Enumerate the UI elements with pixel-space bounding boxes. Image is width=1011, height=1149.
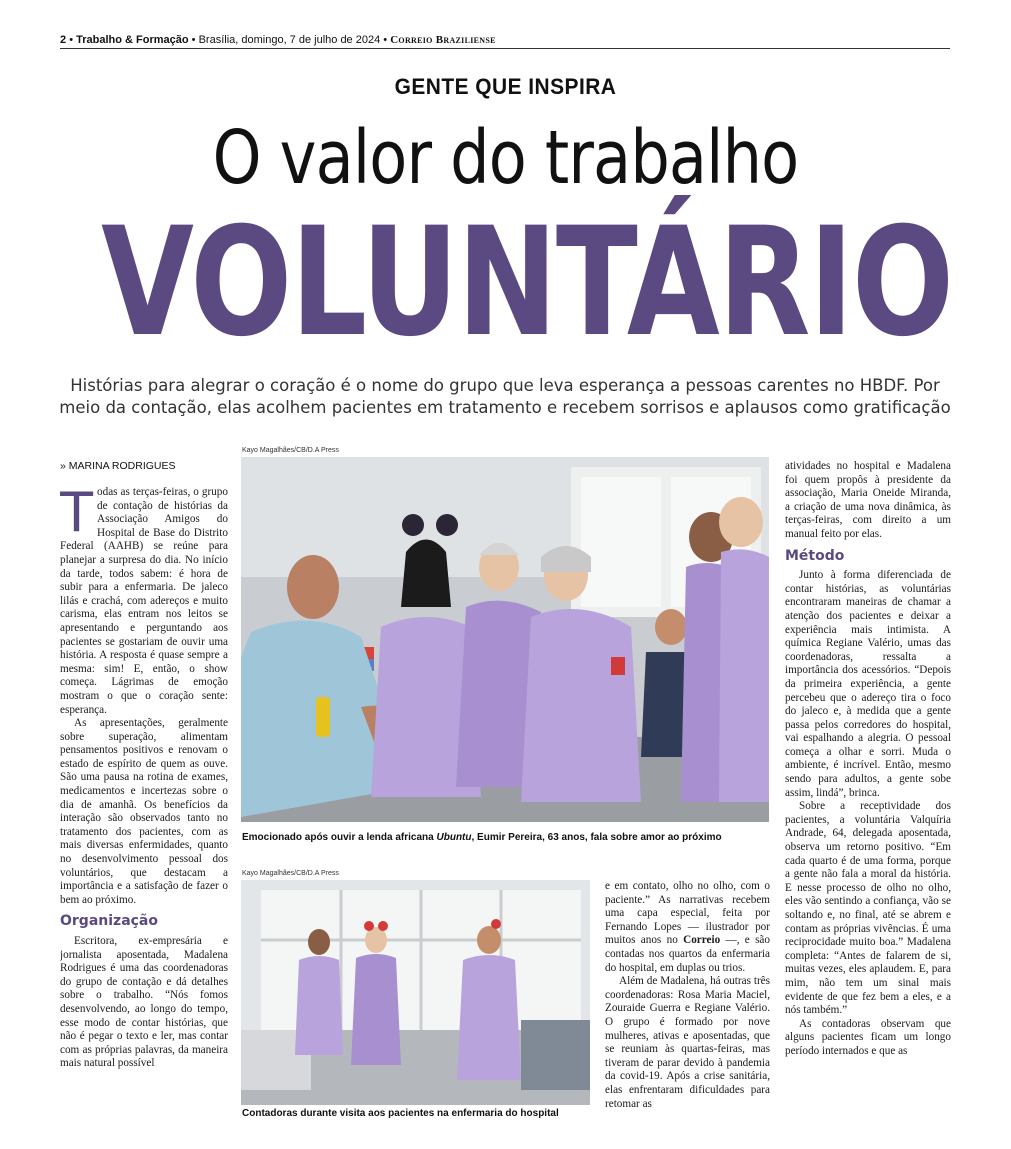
dateline: Brasília, domingo, 7 de julho de 2024	[198, 34, 381, 46]
headline-line-1: O valor do trabalho	[212, 115, 799, 201]
photo-volunteers-with-patient	[241, 457, 769, 822]
kicker: GENTE QUE INSPIRA	[394, 74, 617, 99]
photo-volunteers-ward	[241, 880, 590, 1105]
byline: » MARINA RODRIGUES	[60, 460, 176, 472]
photo-caption: Emocionado após ouvir a lenda africana Ubuntu, Eumir Pereira, 63 anos, fala sobre amor ao próximo	[242, 832, 722, 843]
paragraph: Escritora, ex-empresária e jornalista aposentada, Madalena Rodrigues é uma das coordenadoras do grupo de contação e dá detalhes sobre o trabalho. “Nós fomos desenvolvendo, ao longo do tempo, esse modo de contar histórias, que não é pegar o texto e ler, mas contar com as próprias palavras, da maneira mais natural possível	[60, 935, 228, 1070]
column-3	[605, 880, 770, 1125]
publication-name: Correio Braziliense	[390, 34, 496, 46]
running-head: 2 • Trabalho & Formação • Brasília, domingo, 7 de julho de 2024 • Correio Braziliense	[60, 34, 496, 46]
deck: Histórias para alegrar o coração é o nome do grupo que leva esperança a pessoas carentes no HBDF. Por meio da contação, elas acolhem pacientes em tratamento e recebem sorrisos e aplausos como gratificação	[59, 376, 951, 417]
paragraph: e em contato, olho no olho, com o paciente.” As narrativas recebem uma capa especial, feita por Fernando Lopes — ilustrador por muitos anos no Correio —, e são contadas nos quartos da enfermaria do hospital, em duplas ou trios.	[605, 880, 770, 974]
photo-credit: Kayo Magalhães/CB/D.A Press	[242, 447, 339, 454]
paragraph: As apresentações, geralmente sobre superação, alimentam pensamentos positivos e renovam o estado de espírito de quem as ouve. São uma pausa na rotina de exames, medicamentos e incertezas sobre o dia de amanhã. Os benefícios da interação são observados tanto no tratamento dos pacientes, com as mais diversas enfermidades, quanto no desenvolvimento pessoal dos voluntários, que destacam a importância e a satisfação de fazer o bem ao próximo.	[60, 717, 228, 906]
paragraph: Sobre a receptividade dos pacientes, a voluntária Valquíria Andrade, 64, delegada aposentada, observa um retorno positivo. “Em cada quarto é de uma forma, porque a gente não fala a moral da história. E nesse processo de olho no olho, eles vão sentindo a confiança, vão se soltando e, no final, até se abrem e contam as próprias vivências. É uma reciprocidade muito boa.” Madalena completa: “Antes de falarem de si, muitas vezes, eles aplaudem. E, para mim, não tem um sinal mais evidente de que fez bem a eles, e a nós também.”	[785, 800, 951, 1017]
headline-line-2: VOLUNTÁRIO	[101, 196, 953, 370]
column-4	[785, 460, 951, 1128]
photo-illustration	[241, 457, 769, 822]
photo-credit: Kayo Magalhães/CB/D.A Press	[242, 870, 339, 877]
drop-cap: T	[60, 486, 93, 544]
subhead-organizacao: Organização	[60, 913, 158, 930]
column-1	[60, 486, 228, 1126]
page-number: 2	[60, 34, 67, 46]
paragraph: atividades no hospital e Madalena foi quem propôs à presidente da associação, Maria Oneide Miranda, a criação de uma nova dinâmica, às terças-feiras, com direito a um manual feito por elas.	[785, 460, 951, 540]
photo-illustration	[241, 880, 590, 1105]
header-rule	[60, 48, 950, 49]
paragraph: Além de Madalena, há outras três coordenadoras: Rosa Maria Maciel, Zouraide Guerra e Regiane Valério. O grupo é formado por nove mulheres, ativas e aposentadas, que se reuniam às quartas-feiras, mas tiveram de parar devido à pandemia da covid-19. Após a crise sanitária, elas enfrentaram dificuldades para retomar as	[605, 975, 770, 1110]
section-name: Trabalho & Formação	[76, 34, 189, 46]
paragraph: Todas as terças-feiras, o grupo de contação de histórias da Associação Amigos do Hospital de Base do Distrito Federal (AAHB) se reúne para planejar a surpresa do dia. No início da tarde, todos sabem: é hora de subir para a enfermaria. De jaleco lilás e crachá, com adereços e muito carisma, elas entram nos leitos se apresentando e perguntando aos pacientes se gostariam de ouvir uma história. A resposta é quase sempre a mesma: sim! E, então, o show começa. Lágrimas de emoção mostram o que o coração sente: esperança.	[60, 486, 228, 716]
subhead-metodo: Método	[785, 547, 845, 564]
paragraph: As contadoras observam que alguns pacientes ficam um longo período internados e que as	[785, 1017, 951, 1057]
paragraph: Junto à forma diferenciada de contar histórias, as voluntárias encontraram maneiras de chamar a atenção dos pacientes e deixar a experiência mais intimista. A química Regiane Valério, umas das coordenadoras, ressalta a importância dos acessórios. “Depois da primeira experiência, a gente percebeu que o adereço tira o foco do jaleco e, à medida que a gente passa pelos corredores do hospital, vai espalhando a alegria. O pessoal começa a olhar e sorri. Muda o ambiente, é incrível. Então, mesmo sendo para adultos, a gente sobe assim, lindá”, brinca.	[785, 569, 951, 799]
photo-caption: Contadoras durante visita aos pacientes na enfermaria do hospital	[242, 1108, 559, 1119]
